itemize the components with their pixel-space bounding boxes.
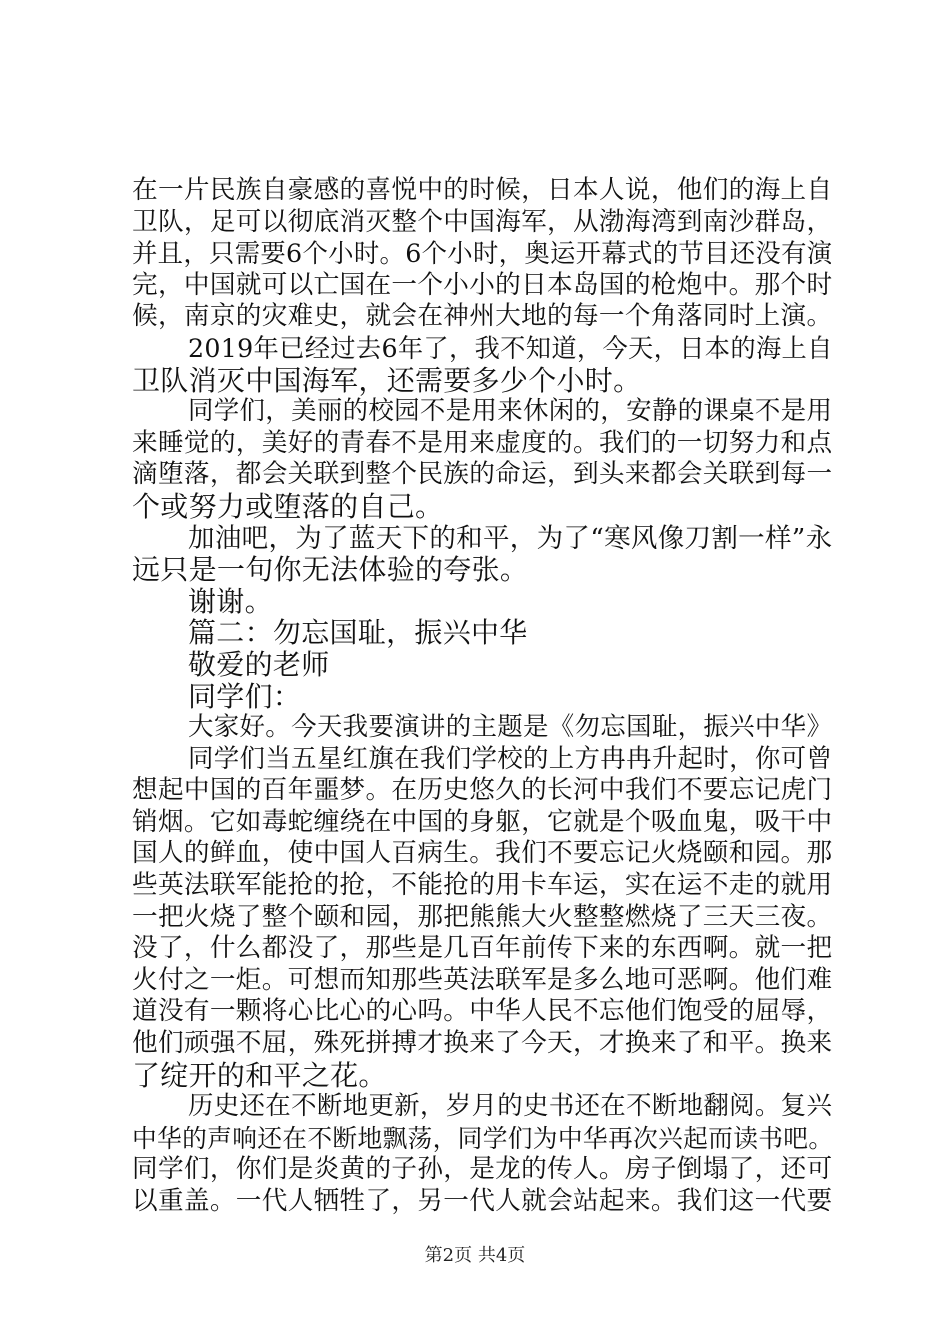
text-line: 大家好。今天我要演讲的主题是《勿忘国耻，振兴中华》	[188, 712, 833, 743]
text-line: 一把火烧了整个颐和园，那把熊熊大火整整燃烧了三天三夜。	[132, 901, 833, 932]
text-line: 想起中国的百年噩梦。在历史悠久的长河中我们不要忘记虎门	[132, 775, 833, 806]
text-line: 谢谢。	[188, 584, 273, 618]
text-line: 篇二：勿忘国耻，振兴中华	[188, 616, 528, 650]
text-line: 卫队消灭中国海军，还需要多少个小时。	[132, 363, 642, 397]
text-line: 他们顽强不屈，殊死拼搏才换来了今天，才换来了和平。换来	[132, 1028, 833, 1059]
text-line: 国人的鲜血，使中国人百病生。我们不要忘记火烧颐和园。那	[132, 838, 833, 869]
paragraph-2	[132, 333, 832, 396]
text-line: 道没有一颗将心比心的心吗。中华人民不忘他们饱受的屈辱，	[132, 996, 833, 1027]
text-line: 同学们当五星红旗在我们学校的上方冉冉升起时，你可曾	[188, 743, 833, 774]
salutation-teacher	[132, 649, 832, 681]
text-line: 火付之一炬。可想而知那些英法联军是多么地可恶啊。他们难	[132, 964, 833, 995]
text-line: 来睡觉的，美好的青春不是用来虚度的。我们的一切努力和点	[132, 427, 833, 458]
text-line: 并且，只需要6个小时。6个小时，奥运开幕式的节目还没有演	[132, 238, 833, 269]
text-line: 2019年已经过去6年了，我不知道，今天，日本的海上自	[188, 333, 833, 363]
text-line: 销烟。它如毒蛇缠绕在中国的身躯，它就是个吸血鬼，吸干中	[132, 806, 833, 837]
text-line: 在一片民族自豪感的喜悦中的时候，日本人说，他们的海上自	[132, 175, 833, 205]
text-line: 些英法联军能抢的抢，不能抢的用卡车运，实在运不走的就用	[132, 870, 833, 901]
text-line: 完，中国就可以亡国在一个小小的日本岛国的枪炮中。那个时	[132, 269, 833, 300]
greeting-line	[132, 712, 832, 744]
paragraph-4	[132, 523, 832, 586]
salutation-students	[132, 681, 832, 713]
paragraph-1	[132, 175, 832, 333]
text-line: 中华的声响还在不断地飘荡，同学们为中华再次兴起而读书吧。	[132, 1123, 834, 1153]
document-body	[132, 175, 832, 1218]
text-line: 没了，什么都没了，那些是几百年前传下来的东西啊。就一把	[132, 933, 833, 964]
text-line: 同学们：	[188, 679, 302, 713]
text-line: 滴堕落，都会关联到整个民族的命运，到头来都会关联到每一	[132, 459, 833, 490]
text-line: 加油吧，为了蓝天下的和平，为了“寒风像刀割一样”永	[188, 522, 833, 554]
text-line: 远只是一句你无法体验的夸张。	[132, 553, 529, 587]
text-line: 卫队，足可以彻底消灭整个中国海军，从渤海湾到南沙群岛，	[132, 206, 833, 237]
text-line: 了绽开的和平之花。	[132, 1058, 387, 1092]
page-number: 第2页 共4页	[424, 1245, 526, 1266]
thanks-line	[132, 586, 832, 618]
text-line: 同学们，美丽的校园不是用来休闲的，安静的课桌不是用	[188, 396, 833, 427]
text-line: 候，南京的灾难史，就会在神州大地的每一个角落同时上演。	[132, 301, 833, 332]
page-footer	[0, 1245, 950, 1267]
paragraph-3	[132, 396, 832, 522]
text-line: 个或努力或堕落的自己。	[132, 489, 444, 523]
paragraph-5	[132, 744, 832, 1092]
text-line: 同学们，你们是炎黄的子孙，是龙的传人。房子倒塌了，还可	[132, 1154, 833, 1185]
paragraph-6	[132, 1091, 832, 1217]
text-line: 历史还在不断地更新，岁月的史书还在不断地翻阅。复兴	[188, 1091, 833, 1122]
section-heading	[132, 617, 832, 649]
text-line: 以重盖。一代人牺牲了，另一代人就会站起来。我们这一代要	[132, 1186, 833, 1216]
text-line: 敬爱的老师	[188, 647, 330, 681]
